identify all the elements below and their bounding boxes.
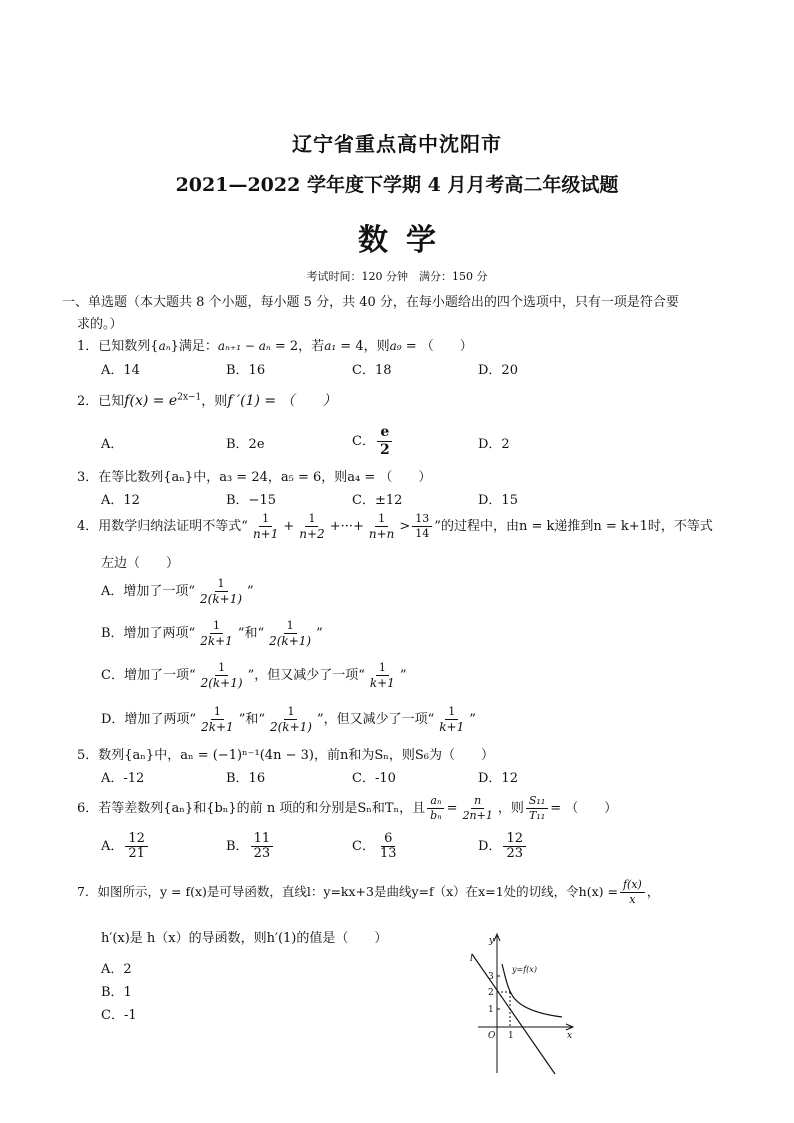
q4-pre: 用数学归纳法证明不等式“ [98,519,248,534]
q7-hn: f(x) [620,878,645,893]
question-7 [77,878,659,907]
question-6 [77,794,617,823]
q7-option-a[interactable]: A．2 [101,962,132,977]
q6-b-num: 11 [251,832,274,847]
q4-a-pre: A．增加了一项“ [101,584,196,599]
q4-number: 4． [77,519,99,534]
question-2 [77,390,337,410]
q4-gt: > [399,519,411,534]
q4-f3d: n+n [368,527,395,541]
q6-frac3 [526,794,548,823]
q3-option-a[interactable]: A．12 [101,493,140,508]
q4-post: ”的过程中，由n = k递推到n = k+1时，不等式 [434,519,713,534]
q6-option-c[interactable] [352,832,402,861]
q7-option-c[interactable]: C．-1 [101,1008,137,1023]
q4-d-num3: 1 [445,705,458,720]
q6-tail: = （ ） [550,801,618,816]
q4-frac1 [250,512,281,541]
q4-d-frac3 [436,705,467,734]
line-l-label: l [470,954,473,964]
q4-a-den: 2(k+1) [200,592,243,606]
q6-r3d: T₁₁ [528,809,546,822]
q5-option-d[interactable]: D．12 [478,771,518,786]
q5-text: 数列{aₙ}中，aₙ = (−1)ⁿ⁻¹(4n − 3)，前n和为Sₙ，则S₆为（ ） [98,748,494,763]
q3-text: 在等比数列{aₙ}中，a₃ = 24，a₅ = 6，则a₄ = （ ） [98,470,432,485]
q6-frac2 [460,794,496,823]
q6-d-label: D． [478,839,502,854]
tick-label-x-1: 1 [508,1031,514,1041]
q4-b-close: ” [316,626,323,641]
q4-c-close: ” [399,668,407,683]
q7-frac [620,878,645,907]
q6-r2d: 2n+1 [462,809,493,822]
q7-option-b[interactable]: B．1 [101,985,132,1000]
q1-pre: 已知数列{ [98,339,159,354]
q2-c-num: e [377,424,392,442]
q3-number: 3． [77,470,99,485]
school-title: 辽宁省重点高中沈阳市 [292,132,502,156]
q4-frac4 [412,512,432,541]
q4-d-den1: 2k+1 [201,720,234,734]
q2-option-c[interactable] [352,424,395,459]
q4-a-frac [197,577,245,606]
q1-tail: = （ ） [401,339,473,354]
q1-diff: aₙ₊₁ − aₙ [217,339,271,353]
q4-option-a[interactable] [101,577,254,606]
q4-c-num1: 1 [215,661,228,676]
subject-title: 数学 [358,223,454,258]
q4-c-mid: ”，但又减少了一项“ [247,668,365,683]
q4-f4n: 13 [412,512,432,527]
q4-d-den3: k+1 [439,720,465,734]
q6-r1n: aₙ [427,794,444,809]
q1-option-c[interactable]: C．18 [352,363,392,378]
q6-a-num: 12 [125,832,148,847]
q6-option-d[interactable] [478,832,528,861]
q4-f2n: 1 [305,512,318,527]
q4-line2: 左边（ ） [101,556,180,571]
q1-a1: a₁ [324,339,337,353]
q6-frac1 [427,794,445,823]
q4-f2d: n+2 [299,527,325,541]
q2-text2: ，则 [201,394,228,409]
q4-d-num2: 1 [284,705,297,720]
q1-option-b[interactable]: B．16 [226,363,266,378]
q6-a-frac [125,832,148,861]
q4-option-c[interactable] [101,661,406,690]
q1-a9: a₉ [389,339,402,353]
y-axis-label: y [489,936,495,946]
q4-d-num1: 1 [211,705,224,720]
q4-a-close: ” [247,584,254,599]
q4-c-den2: k+1 [369,676,395,690]
q6-option-b[interactable] [226,832,275,861]
q7-line1a: 如图所示， [97,884,160,899]
q4-d-mid1: ”和“ [238,712,265,727]
q4-d-close: ” [469,712,476,727]
question-3 [77,466,431,485]
q1-option-a[interactable]: A．14 [101,363,140,378]
q4-c-den1: 2(k+1) [200,676,243,690]
x-axis-label: x [567,1031,573,1041]
q7-figure [458,928,588,1076]
q6-d-num: 12 [503,832,526,847]
q6-option-a[interactable] [101,832,150,861]
q4-f3n: 1 [375,512,388,527]
q4-b-num2: 1 [284,619,297,634]
q2-exp: 2x−1 [177,392,202,403]
q4-plus: + [283,519,295,534]
q4-frac2 [296,512,327,541]
q4-b-num1: 1 [210,619,223,634]
q4-d-den2: 2(k+1) [269,720,312,734]
q6-r1d: bₙ [430,809,442,822]
exam-title: 2021—2022 学年度下学期 4 月月考高二年级试题 [175,174,619,196]
q4-d-frac2 [267,705,315,734]
q4-c-frac2 [367,661,398,690]
q4-c-pre: C．增加了一项“ [101,668,196,683]
tick-label-y-3: 3 [488,972,494,982]
q6-b-frac [251,832,274,861]
q4-f1d: n+1 [252,527,279,541]
q6-b-den: 23 [253,846,271,861]
q4-b-den1: 2k+1 [200,634,233,648]
q2-number: 2． [77,394,99,409]
q7-line2: h′(x)是 h（x）的导函数，则h′(1)的值是（ ） [101,931,388,946]
q6-mid: ，则 [497,801,524,816]
tick-label-y-2: 2 [488,988,494,998]
q6-a-den: 21 [128,846,145,861]
q6-c-frac [377,832,400,861]
q4-b-pre: B．增加了两项“ [101,626,196,641]
q4-f1n: 1 [259,512,272,527]
q4-b-frac1 [197,619,236,648]
q2-option-a[interactable]: A． [101,437,124,452]
q6-pre: 若等差数列{aₙ}和{bₙ}的前 n 项的和分别是Sₙ和Tₙ，且 [98,801,426,816]
q2-option-c-label: C． [352,434,375,449]
q4-b-frac2 [266,619,314,648]
q1-option-d[interactable]: D．20 [478,363,518,378]
q5-option-b[interactable]: B．16 [226,771,266,786]
q5-option-c[interactable]: C．-10 [352,771,396,786]
q6-d-frac [503,832,526,861]
q2-c-den: 2 [379,442,390,458]
curve-label: y=f(x) [512,965,537,974]
q4-frac3 [366,512,398,541]
q4-option-d[interactable] [101,705,476,734]
q6-b-label: B． [226,839,249,854]
q6-a-label: A． [101,839,124,854]
q3-option-b[interactable]: B．−15 [226,493,276,508]
q3-option-d[interactable]: D．15 [478,493,518,508]
q7-line1b: y = f(x)是可导函数，直线l：y=kx+3是曲线y=f（x）在x=1处的切线，令h(x) = [159,884,618,899]
q4-a-num: 1 [215,577,228,592]
q4-f4d: 14 [415,527,430,540]
q1-number: 1． [77,339,99,354]
section-title: 一、单选题（本大题共 8 个小题，每小题 5 分，共 40 分，在每小题给出的四个选项中，只有一项是符合要 [62,295,679,310]
q7-comma: ， [646,884,660,899]
q7-number: 7． [77,884,98,899]
q1-mid: }满足： [170,339,218,354]
q4-b-mid: ”和“ [237,626,265,641]
q2-option-c-frac [377,424,393,459]
q4-d-mid2: ”，但又减少了一项“ [316,712,435,727]
question-1 [77,335,473,354]
q6-r3n: S₁₁ [526,794,548,809]
q4-c-frac1 [198,661,246,690]
q6-d-den: 23 [506,846,523,861]
q6-r2n: n [471,794,484,809]
q2-option-b[interactable]: B．2e [226,437,265,452]
q3-option-c[interactable]: C．±12 [352,493,403,508]
q6-eq: = [446,801,458,816]
q2-fx: f(x) = e [124,393,178,409]
q1-cond2: = 2，若 [270,339,325,354]
section-title-cont: 求的。） [77,317,123,332]
origin-label: O [488,1031,496,1041]
q2-text1: 已知 [98,394,125,409]
q1-cond3: = 4，则 [336,339,390,354]
q6-c-den: 13 [379,846,397,861]
q4-d-frac1 [198,705,237,734]
tick-label-y-1: 1 [488,1005,494,1015]
q4-dots: +···+ [329,519,364,534]
q4-option-b[interactable] [101,619,323,648]
exam-info: 考试时间：120 分钟 满分：150 分 [306,270,488,283]
q5-option-a[interactable]: A．-12 [101,771,145,786]
q4-c-num2: 1 [376,661,389,676]
q2-fp: f ′(1) = （ ） [227,393,337,409]
q2-option-d[interactable]: D．2 [478,437,510,452]
q4-d-pre: D．增加了两项“ [101,712,197,727]
q5-number: 5． [77,748,99,763]
q1-an: aₙ [158,339,171,353]
q4-b-den2: 2(k+1) [269,634,312,648]
question-5 [77,744,494,763]
q7-hd: x [629,893,636,906]
question-4 [77,512,713,541]
q6-c-label: C． [352,839,375,854]
q6-c-num: 6 [381,832,395,847]
q6-number: 6． [77,801,99,816]
